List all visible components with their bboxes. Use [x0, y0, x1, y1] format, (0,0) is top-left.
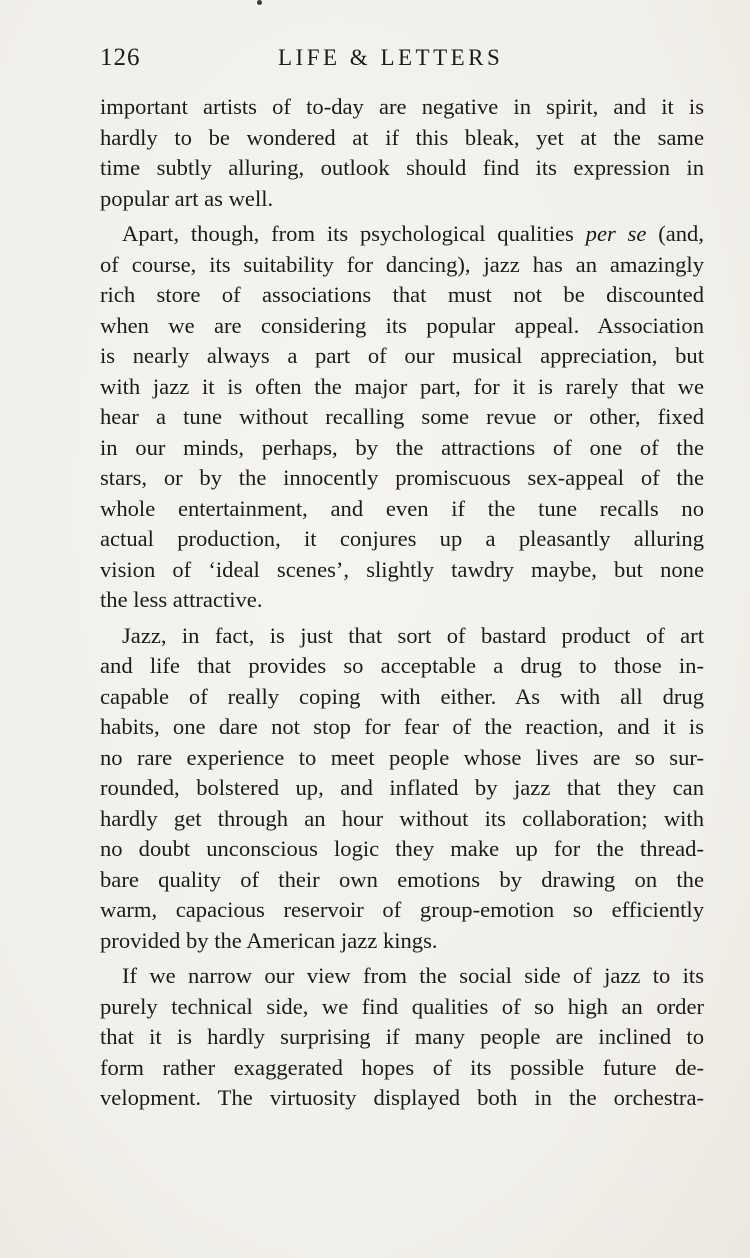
text-line: is nearly always a part of our musical appreciation, but [100, 343, 704, 368]
page-header [100, 44, 704, 78]
text-line: in our minds, perhaps, by the attractions of one of the [100, 434, 704, 460]
body-text [100, 92, 704, 1119]
text-line: when we are considering its popular appeal. Association [100, 312, 704, 338]
text-line: purely technical side, we find qualities of so high an order [100, 993, 704, 1019]
paragraph-1 [100, 92, 704, 214]
text-line [100, 219, 704, 250]
text-line: stars, or by the innocently promiscuous sex-appeal of the [100, 465, 704, 490]
printing-mark [257, 0, 262, 5]
text-line: warm, capacious reservoir of group-emotion so efficiently [100, 897, 704, 922]
text-line: provided by the American jazz kings. [100, 927, 438, 953]
text-run: Apart, though, from its psychological qualities [122, 221, 586, 246]
text-line: vision of ‘ideal scenes’, slightly tawdry maybe, but none [100, 556, 704, 582]
text-line: If we narrow our view from the social side of jazz to its [122, 963, 704, 988]
text-run: (and, [646, 221, 704, 246]
paragraph-2 [100, 219, 704, 616]
text-line: form rather exaggerated hopes of its possible future de- [100, 1054, 704, 1080]
text-line: bare quality of their own emotions by drawing on the [100, 866, 704, 892]
text-line: with jazz it is often the major part, for it is rarely that we [100, 373, 704, 399]
text-line: velopment. The virtuosity displayed both in the orchestra- [100, 1085, 704, 1110]
text-line: hardly get through an hour without its collaboration; with [100, 805, 704, 831]
text-line: of course, its suitability for dancing), jazz has an amazingly [100, 251, 704, 277]
text-line: that it is hardly surprising if many people are inclined to [100, 1024, 704, 1049]
text-line: whole entertainment, and even if the tune recalls no [100, 495, 704, 521]
paragraph-3 [100, 621, 704, 957]
paragraph-4 [100, 961, 704, 1114]
text-line: no rare experience to meet people whose lives are so sur- [100, 744, 704, 770]
text-line: capable of really coping with either. As with all drug [100, 683, 704, 709]
italic-phrase: per se [585, 221, 647, 246]
text-line: popular art as well. [100, 185, 274, 211]
text-line: and life that provides so acceptable a drug to those in- [100, 653, 704, 678]
text-line: hardly to be wondered at if this bleak, yet at the same [100, 124, 704, 150]
text-line: habits, one dare not stop for fear of the reaction, and it is [100, 714, 704, 739]
text-line: the less attractive. [100, 587, 263, 612]
text-line: time subtly alluring, outlook should find its expression in [100, 155, 704, 180]
text-line: no doubt unconscious logic they make up for the thread- [100, 836, 704, 861]
text-line: rich store of associations that must not be discounted [100, 282, 704, 307]
text-line: actual production, it conjures up a pleasantly alluring [100, 526, 704, 551]
text-line: hear a tune without recalling some revue or other, fixed [100, 404, 704, 429]
text-line: important artists of to-day are negative in spirit, and it is [100, 94, 704, 119]
running-head: LIFE & LETTERS [278, 45, 504, 70]
text-line: rounded, bolstered up, and inflated by jazz that they can [100, 775, 704, 800]
text-line: Jazz, in fact, is just that sort of bastard product of art [122, 622, 704, 648]
page-number: 126 [100, 44, 141, 71]
